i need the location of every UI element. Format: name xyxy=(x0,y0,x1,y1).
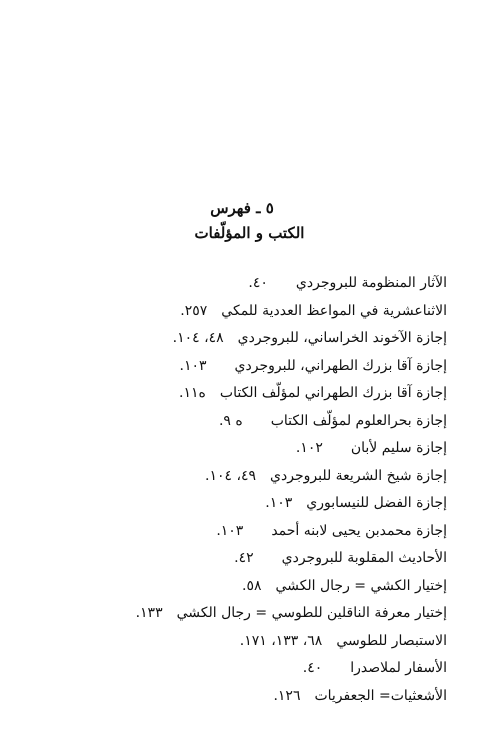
index-entry xyxy=(47,325,447,353)
index-entry xyxy=(47,600,447,628)
section-title: ٥ ـ فهرس xyxy=(210,199,274,217)
index-entry xyxy=(47,573,447,601)
entry-pages: ٤٢. xyxy=(234,550,254,566)
entry-title: إجازة آقا بزرك الطهراني، للبروجردي xyxy=(234,357,447,374)
entry-pages: ١٠٣. xyxy=(216,522,244,539)
index-entry xyxy=(47,353,447,381)
index-entry xyxy=(47,408,447,436)
index-entry xyxy=(47,655,447,683)
index-entry xyxy=(47,298,447,326)
entry-title: الأشعثيات= الجعفريات xyxy=(314,687,447,704)
entry-pages: ه١١. xyxy=(179,385,206,401)
entry-title: الأحاديث المقلوبة للبروجردي xyxy=(281,550,447,566)
entry-pages: ٥٨. xyxy=(242,577,262,594)
entry-title: الأسفار لملاصدرا xyxy=(350,660,447,676)
section-subtitle: الكتب و المؤلّفات xyxy=(194,224,305,242)
index-entry xyxy=(47,380,447,408)
index-entry xyxy=(47,683,447,711)
entry-pages: ٢٥٧. xyxy=(180,302,208,319)
index-entry xyxy=(47,628,447,656)
entry-pages: ٤٩، ١٠٤. xyxy=(205,467,257,484)
index-heading xyxy=(0,196,504,246)
entry-title: الآثار المنظومة للبروجردي xyxy=(295,275,447,291)
entry-pages: ه ٩. xyxy=(218,412,243,429)
index-entry xyxy=(47,270,447,298)
index-entry xyxy=(47,435,447,463)
entry-pages: ٦٨، ١٣٣، ١٧١. xyxy=(239,632,323,649)
index-entry xyxy=(47,545,447,573)
entry-title: إجازة شيخ الشريعة للبروجردي xyxy=(270,467,447,484)
entry-title: إجازة بحرالعلوم لمؤلّف الكتاب xyxy=(270,412,447,429)
entry-title: إجازة محمدبن يحيى لابنه أحمد xyxy=(271,522,447,539)
entry-title: إجازة آقا بزرك الطهراني لمؤلّف الكتاب xyxy=(219,385,447,401)
entry-title: إجازة الآخوند الخراساني، للبروجردي xyxy=(237,330,447,346)
entry-pages: ٤٠. xyxy=(302,660,323,676)
entry-title: إجازة الفضل للنيسابوري xyxy=(306,495,447,511)
entry-pages: ١٠٢. xyxy=(295,440,323,456)
index-entry xyxy=(47,490,447,518)
entry-pages: ١٣٣. xyxy=(135,605,163,621)
entry-title: إختيار الكشي = رجال الكشي xyxy=(275,577,447,594)
entry-title: إختيار معرفة الناقلين للطوسي = رجال الكشي xyxy=(176,605,447,621)
index-entry xyxy=(47,463,447,491)
index-entry xyxy=(47,518,447,546)
entry-title: إجازة سليم لأبان xyxy=(350,440,447,456)
entry-pages: ١٢٦. xyxy=(273,687,301,704)
entry-pages: ٤٨، ١٠٤. xyxy=(172,330,224,346)
entry-pages: ٤٠. xyxy=(248,275,268,291)
entry-pages: ١٠٣. xyxy=(179,357,207,374)
entry-title: الاثناعشرية في المواعظ العددية للمكي xyxy=(221,302,447,319)
entry-title: الاستبصار للطوسي xyxy=(336,632,447,649)
index-entry-list xyxy=(47,270,447,710)
entry-pages: ١٠٣. xyxy=(265,495,293,511)
